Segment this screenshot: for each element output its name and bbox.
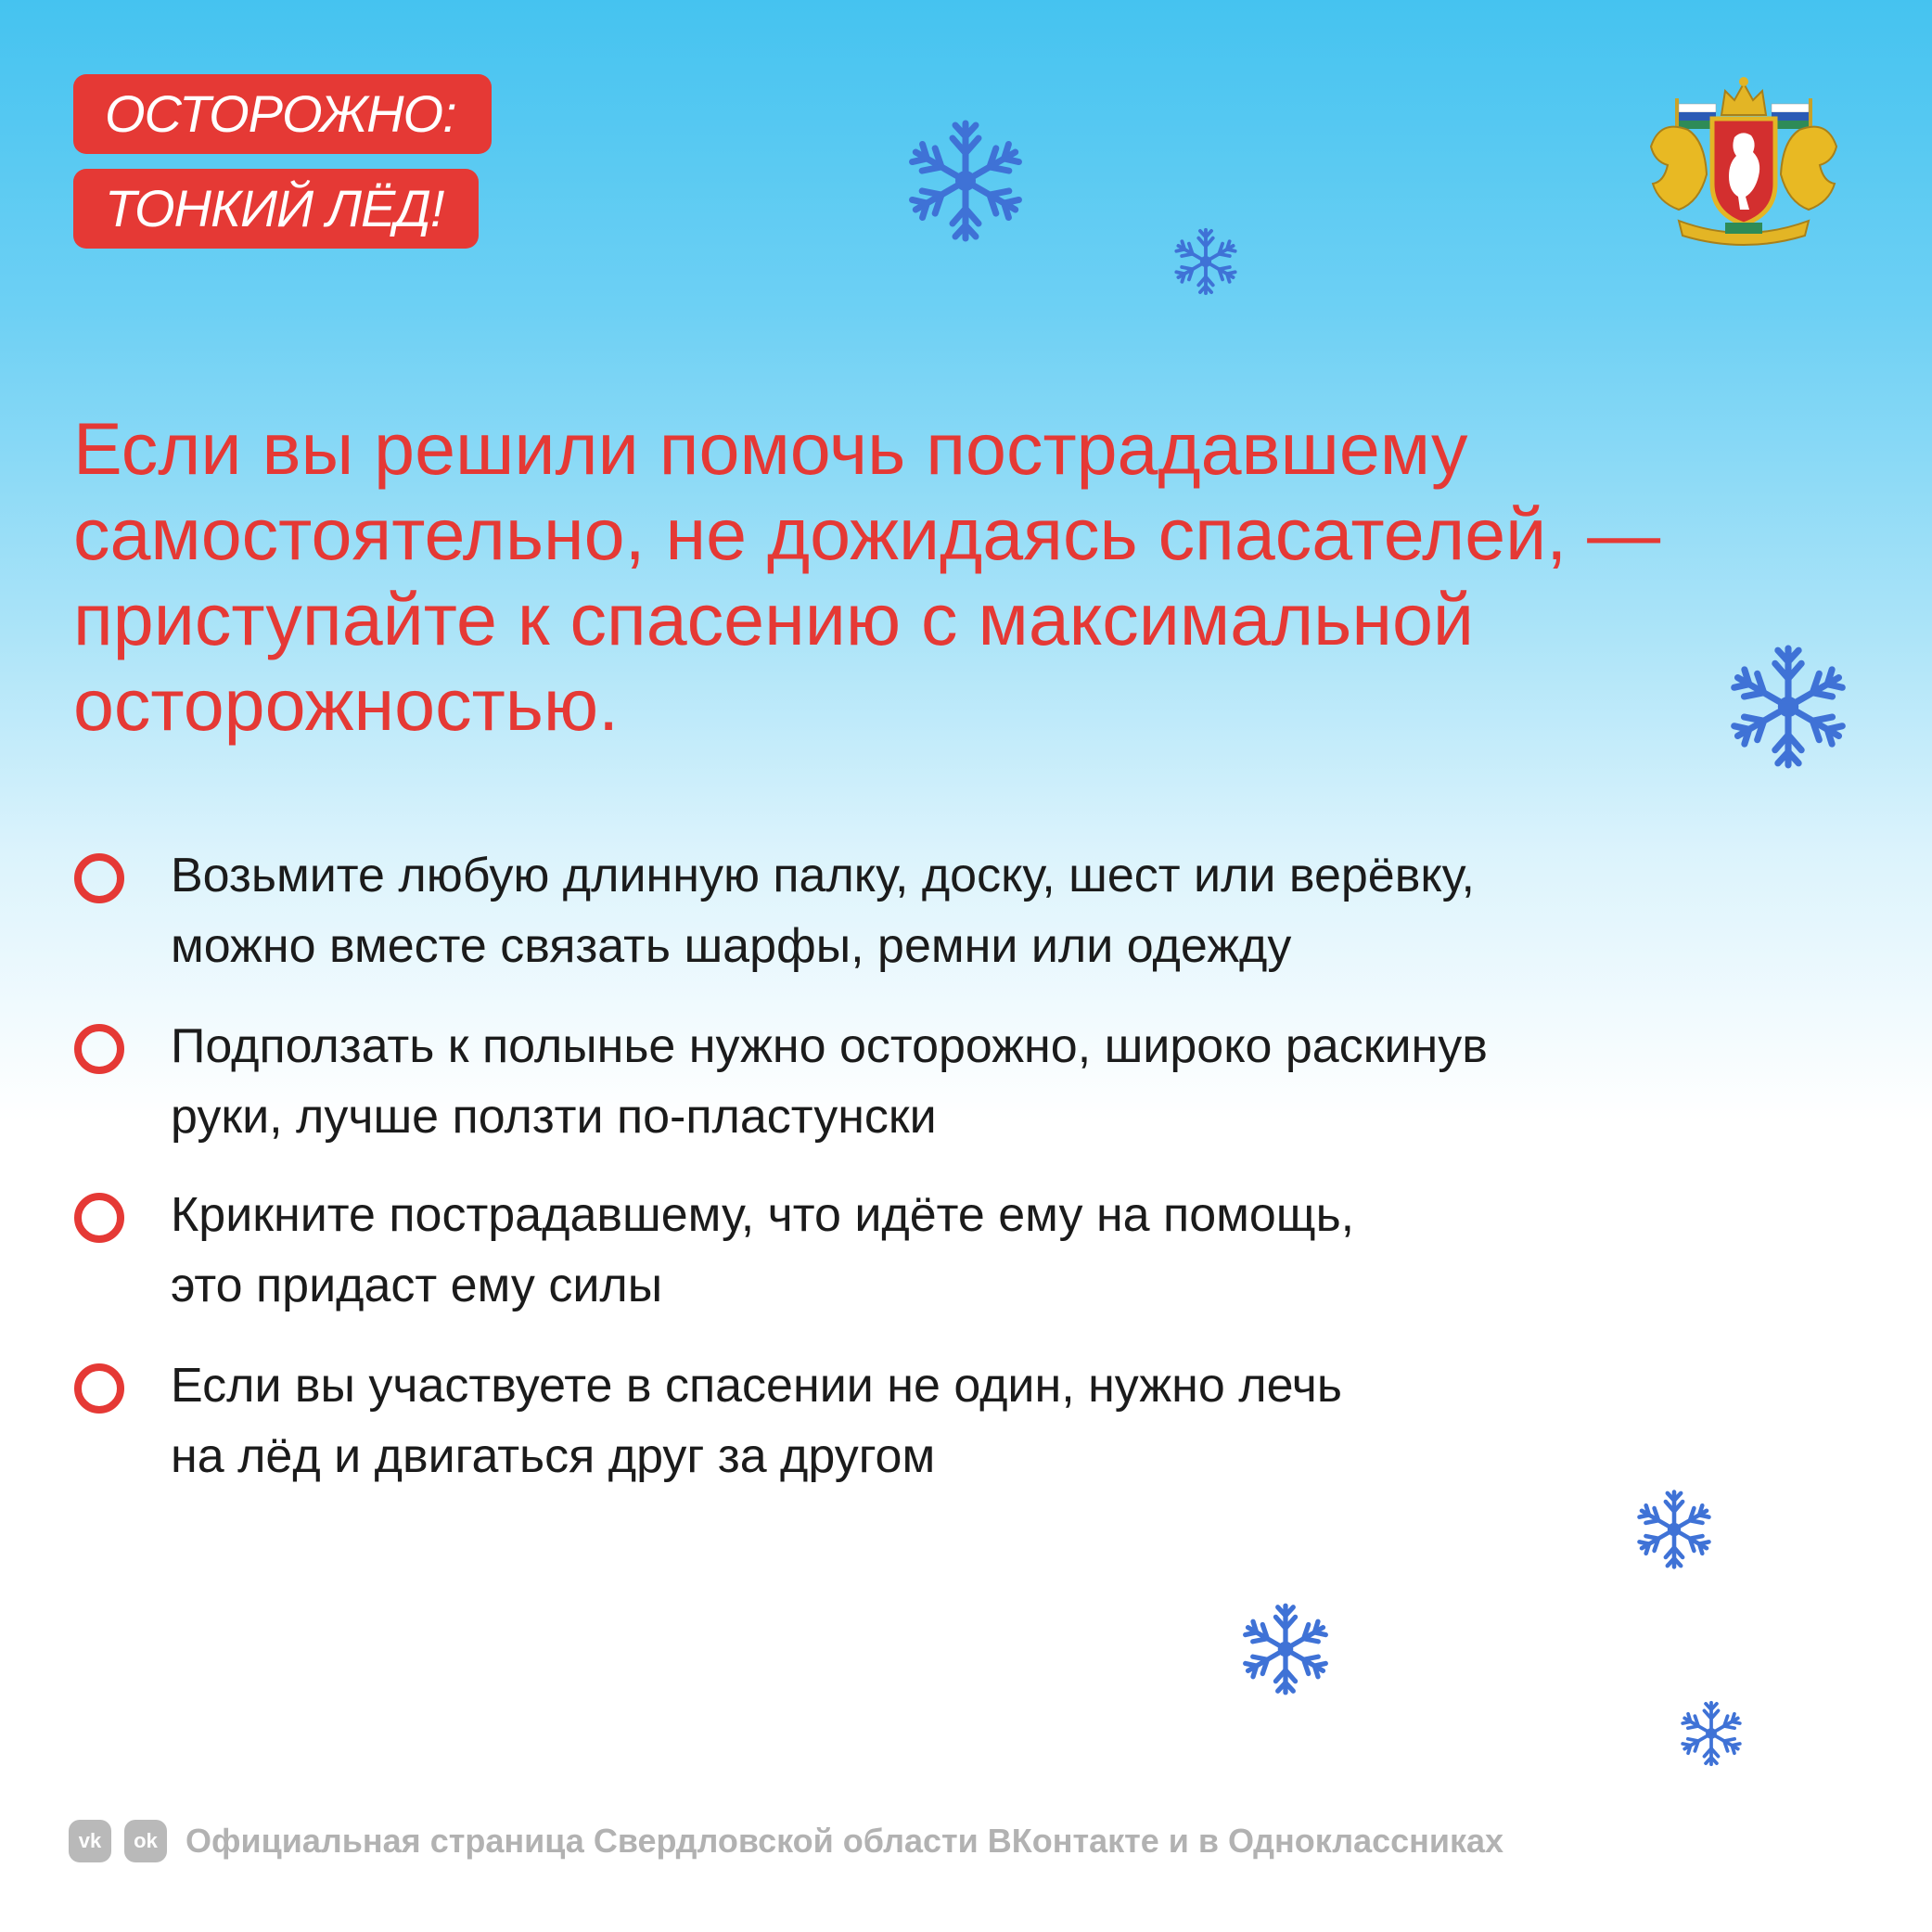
circle-bullet-icon	[74, 1363, 124, 1414]
headline-line: осторожностью.	[73, 663, 620, 746]
snowflake-icon	[1171, 226, 1241, 297]
tip-line: руки, лучше ползти по-пластунски	[171, 1090, 937, 1144]
snowflake-icon	[1632, 1488, 1716, 1571]
odnoklassniki-icon[interactable]: ok	[124, 1820, 167, 1862]
headline	[73, 406, 1706, 748]
footer	[69, 1818, 1503, 1864]
tip-text	[171, 1011, 1766, 1152]
tip-text	[171, 1350, 1766, 1491]
footer-text: Официальная страница Свердловской области ВКонтакте и в Одноклассниках	[186, 1822, 1504, 1860]
snowflake-icon	[1723, 642, 1853, 772]
tip-text	[171, 1180, 1766, 1321]
headline-line: Если вы решили помочь пострадавшему	[73, 407, 1468, 490]
tip-line: Возьмите любую длинную палку, доску, шест или верёвку,	[171, 849, 1475, 902]
headline-line: самостоятельно, не дожидаясь спасателей, —	[73, 493, 1661, 575]
circle-bullet-icon	[74, 1024, 124, 1074]
tip-line: Крикните пострадавшему, что идёте ему на помощь,	[171, 1188, 1355, 1242]
snowflake-icon	[902, 117, 1030, 245]
tip-line: Если вы участвуете в спасении не один, нужно лечь	[171, 1359, 1342, 1413]
snowflake-icon	[1237, 1601, 1334, 1697]
vk-icon[interactable]: vk	[69, 1820, 111, 1862]
tip-line: Подползать к полынье нужно осторожно, широко раскинув	[171, 1019, 1488, 1073]
coat-of-arms-emblem	[1632, 72, 1855, 249]
tip-line: можно вместе связать шарфы, ремни или одежду	[171, 919, 1292, 973]
tip-text	[171, 840, 1766, 981]
tip-line: на лёд и двигаться друг за другом	[171, 1429, 936, 1483]
circle-bullet-icon	[74, 853, 124, 903]
snowflake-icon	[1677, 1699, 1746, 1768]
warning-badge-line-1: ОСТОРОЖНО:	[73, 74, 492, 154]
tip-line: это придаст ему силы	[171, 1259, 663, 1312]
circle-bullet-icon	[74, 1193, 124, 1243]
warning-badge-line-2: ТОНКИЙ ЛЁД!	[73, 169, 479, 249]
headline-line: приступайте к спасению с максимальной	[73, 578, 1475, 660]
